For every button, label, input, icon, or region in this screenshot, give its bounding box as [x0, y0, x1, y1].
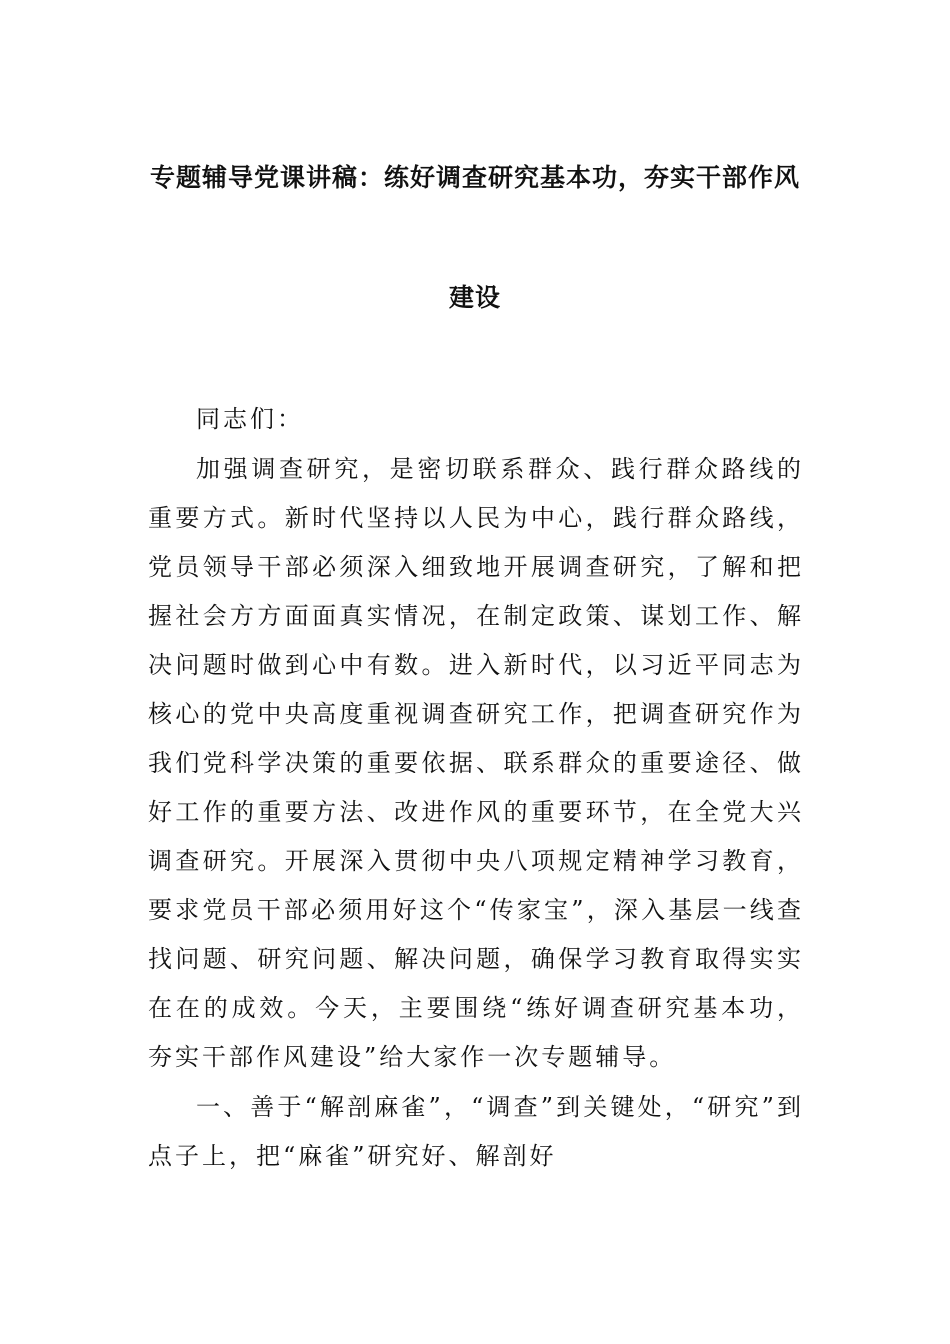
- document-body: [148, 395, 804, 1181]
- greeting: 同志们：: [196, 405, 304, 433]
- section-heading-1: 一、善于“解剖麻雀”，“调查”到关键处，“研究”到点子上，把“麻雀”研究好、解剖好: [148, 1093, 804, 1170]
- document-title-line-2: 建设: [448, 283, 501, 312]
- document-title-line-1: 专题辅导党课讲稿：练好调查研究基本功，夯实干部作风: [149, 163, 800, 192]
- paragraph-intro: 加强调查研究，是密切联系群众、践行群众路线的重要方式。新时代坚持以人民为中心，践行群众路线，党员领导干部必须深入细致地开展调查研究，了解和把握社会方方面面真实情况，在制定政策、谋划工作、解决问题时做到心中有数。进入新时代，以习近平同志为核心的党中央高度重视调查研究工作，把调查研究作为我们党科学决策的重要依据、联系群众的重要途径、做好工作的重要方法、改进作风的重要环节，在全党大兴调查研究。开展深入贯彻中央八项规定精神学习教育，要求党员干部必须用好这个“传家宝”，深入基层一线查找问题、研究问题、解决问题，确保学习教育取得实实在在的成效。今天，主要围绕“练好调查研究基本功，夯实干部作风建设”给大家作一次专题辅导。: [148, 455, 804, 1071]
